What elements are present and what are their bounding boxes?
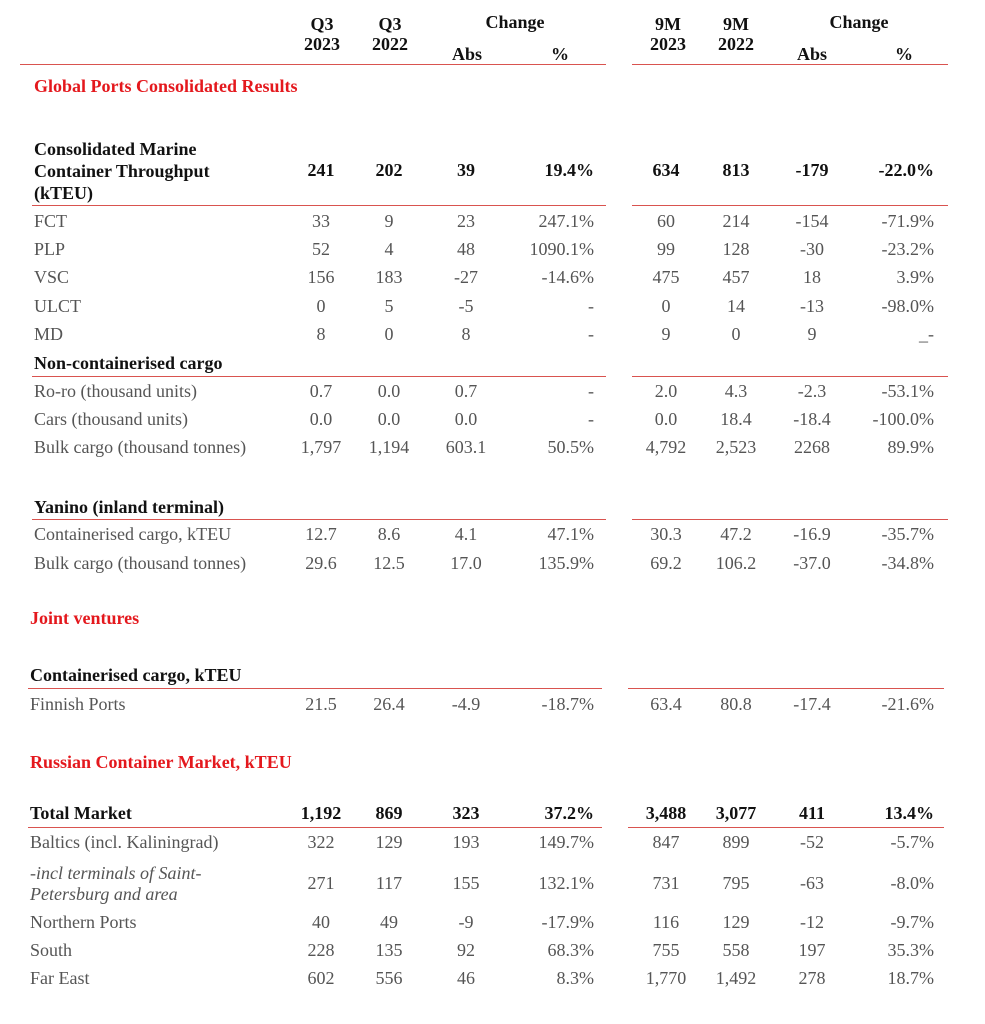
cell: -179	[795, 160, 829, 180]
cell: 2.0	[654, 381, 678, 401]
noncont-rule-right	[632, 376, 948, 377]
cell: -18.4	[793, 409, 831, 429]
cell: 46	[457, 968, 475, 988]
cell: 2268	[794, 437, 830, 457]
market-rule-right	[628, 827, 944, 828]
cell: 1,770	[645, 968, 687, 988]
row-label: -incl terminals of Saint- Petersburg and area	[30, 863, 202, 904]
cell: -34.8%	[881, 553, 934, 573]
cell: 155	[452, 873, 480, 893]
cell: 323	[452, 803, 480, 823]
row-label: ULCT	[34, 296, 81, 316]
row-label: Containerised cargo, kTEU	[34, 524, 232, 544]
cell: 0	[316, 296, 326, 316]
cell: 12.5	[373, 553, 405, 573]
cell: 52	[312, 239, 330, 259]
cell: 106.2	[715, 553, 757, 573]
cell: 278	[798, 968, 826, 988]
cell: 37.2%	[544, 803, 594, 823]
cell: 4,792	[645, 437, 687, 457]
cell: 4	[384, 239, 394, 259]
header-q3-2022-line1: Q3	[378, 14, 402, 34]
cell: 39	[457, 160, 475, 180]
header-9m-2022	[712, 14, 760, 54]
row-label: Ro-ro (thousand units)	[34, 381, 197, 401]
cell: 0.0	[377, 409, 401, 429]
cell: -100.0%	[872, 409, 934, 429]
table-row	[0, 863, 985, 909]
cell: 202	[375, 160, 403, 180]
table-row	[0, 296, 985, 324]
cell: -37.0	[793, 553, 831, 573]
cell: 193	[452, 832, 480, 852]
cell: -8.0%	[890, 873, 934, 893]
marine-label-line3: (kTEU)	[34, 183, 94, 203]
market-rule-left	[28, 827, 602, 828]
cell: 156	[307, 267, 335, 287]
row-label: Bulk cargo (thousand tonnes)	[34, 437, 247, 457]
cell: 9	[384, 211, 394, 231]
cell: 99	[657, 239, 675, 259]
header-change-right: Change	[829, 12, 889, 32]
yanino-rule-right	[632, 519, 948, 520]
cell: 5	[384, 296, 394, 316]
cell: -13	[800, 296, 824, 316]
cell: 0.0	[377, 381, 401, 401]
jv-rule-left	[28, 688, 602, 689]
header-abs-left: Abs	[451, 44, 482, 64]
cell: 8.3%	[556, 968, 594, 988]
table-row	[0, 267, 985, 295]
subsection-yanino: Yanino (inland terminal)	[34, 497, 225, 517]
cell: 33	[312, 211, 330, 231]
table-row	[0, 211, 985, 239]
cell: 40	[312, 912, 330, 932]
cell: 14	[727, 296, 745, 316]
table-row	[0, 968, 985, 996]
row-label: Cars (thousand units)	[34, 409, 188, 429]
cell: 50.5%	[547, 437, 594, 457]
cell: -5.7%	[890, 832, 934, 852]
cell: 1,194	[368, 437, 410, 457]
yanino-rule-left	[32, 519, 606, 520]
cell: -9.7%	[890, 912, 934, 932]
subsection-non-containerised: Non-containerised cargo	[34, 353, 223, 373]
header-rule-left	[20, 64, 606, 65]
cell: 26.4	[373, 694, 405, 714]
header-pct-left: %	[551, 44, 569, 64]
cell: -9	[458, 912, 474, 932]
cell: -	[588, 409, 594, 429]
cell: 117	[375, 873, 403, 893]
cell: -4.9	[451, 694, 481, 714]
cell: 149.7%	[538, 832, 594, 852]
cell: 8	[461, 324, 471, 344]
cell: 132.1%	[538, 873, 594, 893]
cell: -35.7%	[881, 524, 934, 544]
header-9m-2023-line2: 2023	[650, 34, 686, 54]
cell: 634	[652, 160, 680, 180]
cell: 1,797	[300, 437, 342, 457]
section-title-global-ports: Global Ports Consolidated Results	[34, 76, 298, 96]
row-label: Baltics (incl. Kaliningrad)	[30, 832, 219, 852]
cell: 8.6	[377, 524, 401, 544]
cell: 129	[722, 912, 750, 932]
cell: -2.3	[797, 381, 827, 401]
cell: 457	[722, 267, 750, 287]
header-pct-right: %	[895, 44, 913, 64]
cell: 322	[307, 832, 335, 852]
header-9m-2023-line1: 9M	[655, 14, 681, 34]
row-label: VSC	[34, 267, 70, 287]
cell: 411	[798, 803, 825, 823]
cell: -	[588, 324, 594, 344]
cell: -17.4	[793, 694, 831, 714]
cell: 48	[457, 239, 475, 259]
cell: 0	[731, 324, 741, 344]
cell: -52	[800, 832, 824, 852]
table-row	[0, 912, 985, 940]
table-row	[0, 409, 985, 437]
cell: 813	[722, 160, 750, 180]
row-label: Northern Ports	[30, 912, 137, 932]
cell: 49	[380, 912, 398, 932]
cell: -	[588, 381, 594, 401]
header-change-left: Change	[485, 12, 545, 32]
cell: -63	[800, 873, 824, 893]
cell: 47.2	[720, 524, 752, 544]
cell: 0.7	[309, 381, 333, 401]
cell: 0	[384, 324, 394, 344]
cell: 8	[316, 324, 326, 344]
row-label: Bulk cargo (thousand tonnes)	[34, 553, 247, 573]
cell: 2,523	[715, 437, 757, 457]
table-row	[0, 694, 985, 722]
cell: -23.2%	[881, 239, 934, 259]
cell: 116	[652, 912, 680, 932]
row-label: Far East	[30, 968, 90, 988]
cell: 135.9%	[538, 553, 594, 573]
table-row	[0, 553, 985, 581]
cell: _-	[919, 324, 934, 344]
cell: 23	[457, 211, 475, 231]
cell: 0.0	[654, 409, 678, 429]
cell: 556	[375, 968, 403, 988]
header-abs-right: Abs	[796, 44, 827, 64]
cell: 12.7	[305, 524, 337, 544]
table-row	[0, 239, 985, 267]
header-q3-2022	[366, 14, 414, 54]
noncont-rule-left	[32, 376, 606, 377]
cell: 3,077	[715, 803, 757, 823]
cell: 63.4	[650, 694, 682, 714]
header-q3-2023-line2: 2023	[304, 34, 340, 54]
cell: 603.1	[445, 437, 487, 457]
cell: -5	[458, 296, 474, 316]
marine-label-line1: Consolidated Marine	[34, 139, 197, 159]
cell: 271	[307, 873, 335, 893]
cell: 69.2	[650, 553, 682, 573]
marine-rule-left	[32, 205, 606, 206]
cell: 183	[375, 267, 403, 287]
cell: 602	[307, 968, 335, 988]
table-row	[0, 524, 985, 552]
cell: -16.9	[793, 524, 831, 544]
cell: 1090.1%	[529, 239, 594, 259]
cell: 47.1%	[547, 524, 594, 544]
marine-totals-row	[0, 160, 985, 188]
cell: 18.7%	[887, 968, 934, 988]
header-q3-2022-line2: 2022	[372, 34, 408, 54]
cell: -17.9%	[541, 912, 594, 932]
row-label: FCT	[34, 211, 68, 231]
cell: 558	[722, 940, 750, 960]
cell: 1,492	[715, 968, 757, 988]
cell: 68.3%	[547, 940, 594, 960]
header-9m-2023	[644, 14, 692, 54]
cell: 92	[457, 940, 475, 960]
cell: -98.0%	[881, 296, 934, 316]
header-q3-2023	[300, 14, 344, 54]
header-rule-right	[632, 64, 948, 65]
table-row	[0, 324, 985, 352]
section-title-russian-market: Russian Container Market, kTEU	[30, 752, 292, 772]
cell: 128	[722, 239, 750, 259]
cell: 80.8	[720, 694, 752, 714]
cell: 241	[307, 160, 335, 180]
cell: -18.7%	[541, 694, 594, 714]
cell: 18.4	[720, 409, 752, 429]
cell: 899	[722, 832, 750, 852]
row-label: MD	[34, 324, 64, 344]
cell: 869	[375, 803, 403, 823]
cell: -21.6%	[881, 694, 934, 714]
cell: -12	[800, 912, 824, 932]
cell: 4.3	[724, 381, 748, 401]
cell: 30.3	[650, 524, 682, 544]
cell: -22.0%	[878, 160, 934, 180]
marine-rule-right	[632, 205, 948, 206]
cell: 29.6	[305, 553, 337, 573]
row-label: PLP	[34, 239, 66, 259]
cell: 731	[652, 873, 680, 893]
cell: -27	[454, 267, 478, 287]
cell: 129	[375, 832, 403, 852]
cell: 197	[798, 940, 826, 960]
cell: -14.6%	[541, 267, 594, 287]
cell: 247.1%	[538, 211, 594, 231]
cell: 60	[657, 211, 675, 231]
cell: -154	[795, 211, 829, 231]
cell: -53.1%	[881, 381, 934, 401]
row-label: Total Market	[30, 803, 132, 823]
cell: -30	[800, 239, 824, 259]
header-9m-2022-line1: 9M	[723, 14, 749, 34]
subsection-jv-containerised: Containerised cargo, kTEU	[30, 665, 242, 685]
cell: 475	[652, 267, 680, 287]
cell: -71.9%	[881, 211, 934, 231]
table-row	[0, 940, 985, 968]
cell: 9	[661, 324, 671, 344]
cell: 755	[652, 940, 680, 960]
cell: 18	[803, 267, 821, 287]
cell: 9	[807, 324, 817, 344]
table-row	[0, 832, 985, 860]
cell: -	[588, 296, 594, 316]
cell: 795	[722, 873, 750, 893]
cell: 0.0	[454, 409, 478, 429]
table-row	[0, 437, 985, 465]
row-label: Finnish Ports	[30, 694, 126, 714]
jv-rule-right	[628, 688, 944, 689]
row-label: South	[30, 940, 73, 960]
cell: 135	[375, 940, 403, 960]
cell: 847	[652, 832, 680, 852]
table-row	[0, 381, 985, 409]
header-q3-2023-line1: Q3	[310, 14, 334, 34]
cell: 0.0	[309, 409, 333, 429]
cell: 228	[307, 940, 335, 960]
header-9m-2022-line2: 2022	[718, 34, 754, 54]
cell: 35.3%	[887, 940, 934, 960]
cell: 4.1	[454, 524, 478, 544]
cell: 19.4%	[544, 160, 594, 180]
cell: 3.9%	[896, 267, 934, 287]
section-title-joint-ventures: Joint ventures	[30, 608, 140, 628]
cell: 0.7	[454, 381, 478, 401]
cell: 3,488	[645, 803, 687, 823]
cell: 13.4%	[884, 803, 934, 823]
cell: 0	[661, 296, 671, 316]
cell: 21.5	[305, 694, 337, 714]
cell: 17.0	[450, 553, 482, 573]
cell: 214	[722, 211, 750, 231]
cell: 1,192	[300, 803, 342, 823]
cell: 89.9%	[887, 437, 934, 457]
marine-label-line2: Container Throughput	[34, 161, 210, 181]
